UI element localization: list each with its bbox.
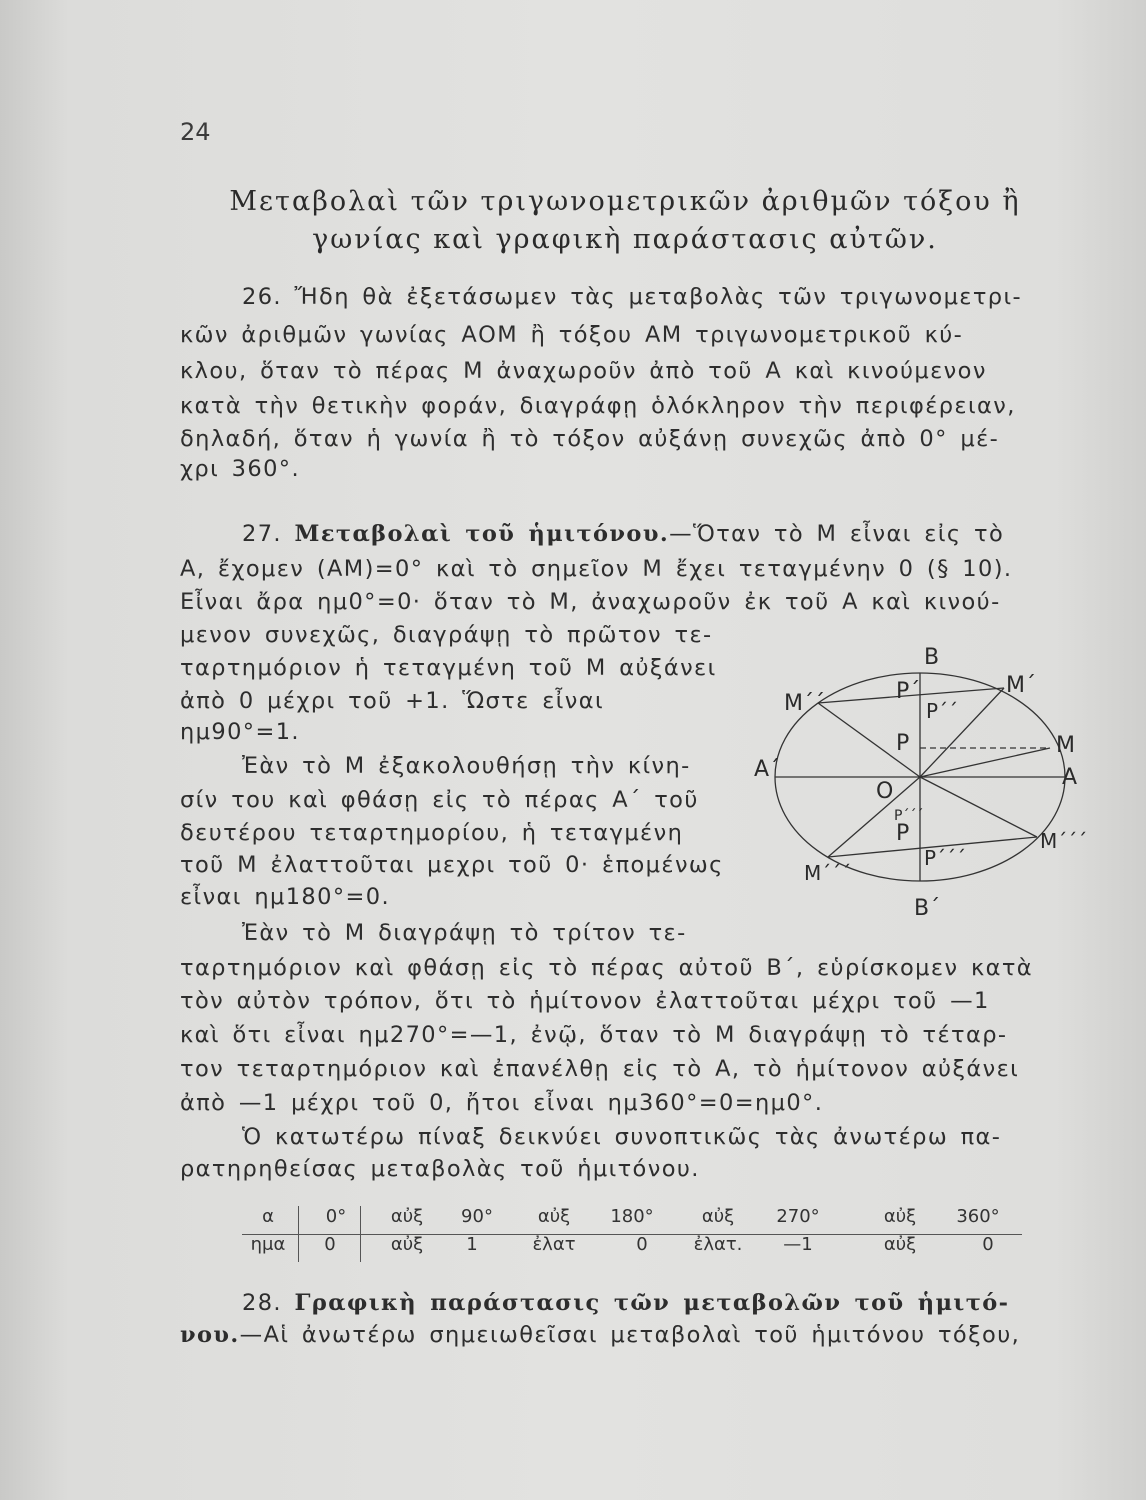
s28-heading-line [242,1290,1009,1316]
radius-om3 [920,777,1037,837]
s27-short-4: ημ90°=1. [180,719,300,745]
label-p-lower: P [896,821,910,846]
label-a1: A΄ [754,757,781,782]
label-o: O [876,779,894,804]
cell-a-8: αὐξ [883,1206,917,1227]
cell-a-9: 360° [956,1206,1000,1227]
s27-tail-4: τον τεταρτημόριον καὶ ἐπανέλθῃ εἰς τὸ Α, τὸ ἡμίτονον αὐξάνει [180,1056,1020,1082]
s27-short-10: Ἐὰν τὸ Μ διαγράψῃ τὸ τρίτον τε- [242,920,687,946]
label-m1: M΄ [1006,673,1036,698]
table-rule [242,1234,1022,1235]
chapter-title-line2: γωνίας καὶ γραφικὴ παράστασις αὐτῶν. [312,224,938,255]
cell-s-0: ημα [250,1234,286,1255]
s27-tail-3: καὶ ὅτι εἶναι ημ270°=—1, ἐνῷ, ὅταν τὸ Μ διαγράψῃ τὸ τέταρ- [180,1022,1008,1048]
cell-a-1: 0° [325,1206,347,1227]
s27-line-2: Εἶναι ἄρα ημ0°=0· ὅταν τὸ Μ, ἀναχωροῦν ἐκ τοῦ Α καὶ κινού- [180,589,1001,615]
label-b1: B΄ [914,896,941,921]
cell-s-2: αὐξ [390,1234,424,1255]
s27-short-1: μενον συνεχῶς, διαγράψῃ τὸ πρῶτον τε- [180,622,713,648]
s27-line-1: Α, ἔχομεν (ΑΜ)=0° καὶ τὸ σημεῖον Μ ἔχει τεταγμένην 0 (§ 10). [180,556,1013,582]
s27-tail-1: ταρτημόριον καὶ φθάσῃ εἰς τὸ πέρας αὐτοῦ Β΄, εὑρίσκομεν κατὰ [180,955,1034,981]
table-divider-2 [360,1206,361,1262]
s27-short-3: ἀπὸ 0 μέχρι τοῦ +1. Ὥστε εἶναι [180,688,605,714]
label-m3: M΄΄΄ [1040,829,1088,853]
cell-s-5: 0 [636,1234,648,1255]
s26-line-6: χρι 360°. [180,456,300,482]
s27-tail-2: τὸν αὐτὸν τρόπον, ὅτι τὸ ἡμίτονον ἐλαττοῦται μέχρι τοῦ —1 [180,988,990,1014]
s27-tail-5: ἀπὸ —1 μέχρι τοῦ 0, ἤτοι εἶναι ημ360°=0=ημ0°. [180,1090,824,1116]
cell-a-3: 90° [461,1206,493,1227]
s27-short-9: εἶναι ημ180°=0. [180,884,391,910]
s27-number: 27. [242,521,295,547]
label-b: B [924,645,940,670]
s26-line-1: 26. Ἤδη θὰ ἐξετάσωμεν τὰς μεταβολὰς τῶν τριγωνομετρι- [242,284,1023,310]
label-a: A [1062,765,1078,790]
radius-om [920,748,1050,777]
s26-line-5: δηλαδή, ὅταν ἡ γωνία ἢ τὸ τόξον αὐξάνῃ συνεχῶς ἀπὸ 0° μέ- [180,426,1000,452]
label-p3-mark: P΄΄΄ [894,808,924,824]
cell-a-0: α [262,1206,274,1227]
label-m: M [1056,733,1075,758]
s28-number: 28. [242,1290,295,1316]
s26-line-4: κατὰ τὴν θετικὴν φοράν, διαγράφῃ ὁλόκληρον τὴν περιφέρειαν, [180,393,1016,419]
s28-line-2 [180,1322,1020,1348]
label-p1: P΄ [896,679,921,704]
cell-s-6: ἐλατ. [693,1234,743,1255]
cell-a-2: αὐξ [390,1206,424,1227]
s27-heading-rest: —Ὅταν τὸ Μ εἶναι εἰς τὸ [669,521,1005,547]
s28-heading-end: νου. [180,1322,240,1348]
cell-s-9: 0 [982,1234,994,1255]
s27-short-5: Ἐὰν τὸ Μ ἐξακολουθήσῃ τὴν κίνη- [242,753,691,779]
s26-line-3: κλου, ὅταν τὸ πέρας Μ ἀναχωροῦν ἀπὸ τοῦ Α καὶ κινούμενον [180,358,987,384]
cell-a-7: 270° [776,1206,820,1227]
trig-circle-figure [748,640,1088,930]
cell-a-5: 180° [610,1206,654,1227]
cell-s-4: ἐλατ [532,1234,576,1255]
cell-a-6: αὐξ [701,1206,735,1227]
label-p3: P΄΄΄ [924,846,967,870]
table-divider-1 [298,1206,299,1262]
chapter-title-line1: Μεταβολαὶ τῶν τριγωνομετρικῶν ἀριθμῶν τόξου ἢ [229,186,1021,217]
s27-tail-7: ρατηρηθείσας μεταβολὰς τοῦ ἡμιτόνου. [180,1156,700,1182]
cell-s-7: —1 [783,1234,813,1255]
s27-heading: Μεταβολαὶ τοῦ ἡμιτόνου. [294,521,670,547]
label-m3b: M΄΄΄ [804,861,852,885]
s27-tail-6: Ὁ κατωτέρω πίναξ δεικνύει συνοπτικῶς τὰς ἀνωτέρω πα- [242,1124,1002,1150]
cell-s-8: αὐξ [883,1234,917,1255]
page-number: 24 [180,118,211,146]
label-p: P [896,731,910,756]
cell-s-1: 0 [324,1234,336,1255]
s28-rest: —Αἱ ἀνωτέρω σημειωθεῖσαι μεταβολαὶ τοῦ ἡμιτόνου τόξου, [239,1322,1021,1348]
s26-line-2: κῶν ἀριθμῶν γωνίας ΑΟΜ ἢ τόξου ΑΜ τριγωνομετρικοῦ κύ- [180,322,964,348]
s27-short-8: τοῦ Μ ἐλαττοῦται μεχρι τοῦ 0· ἑπομένως [180,852,724,878]
label-p2: P΄΄ [926,699,959,723]
label-m2: M΄΄ [784,691,825,716]
s27-short-2: ταρτημόριον ἡ τεταγμένη τοῦ Μ αὐξάνει [180,655,717,681]
s27-short-7: δευτέρου τεταρτημορίου, ἡ τεταγμένη [180,820,684,846]
cell-s-3: 1 [466,1234,478,1255]
s27-short-6: σίν του καὶ φθάσῃ εἰς τὸ πέρας Α΄ τοῦ [180,787,699,813]
cell-a-4: αὐξ [537,1206,571,1227]
s28-heading: Γραφικὴ παράστασις τῶν μεταβολῶν τοῦ ἡμιτό- [294,1290,1010,1316]
s27-heading-line [242,521,1004,547]
